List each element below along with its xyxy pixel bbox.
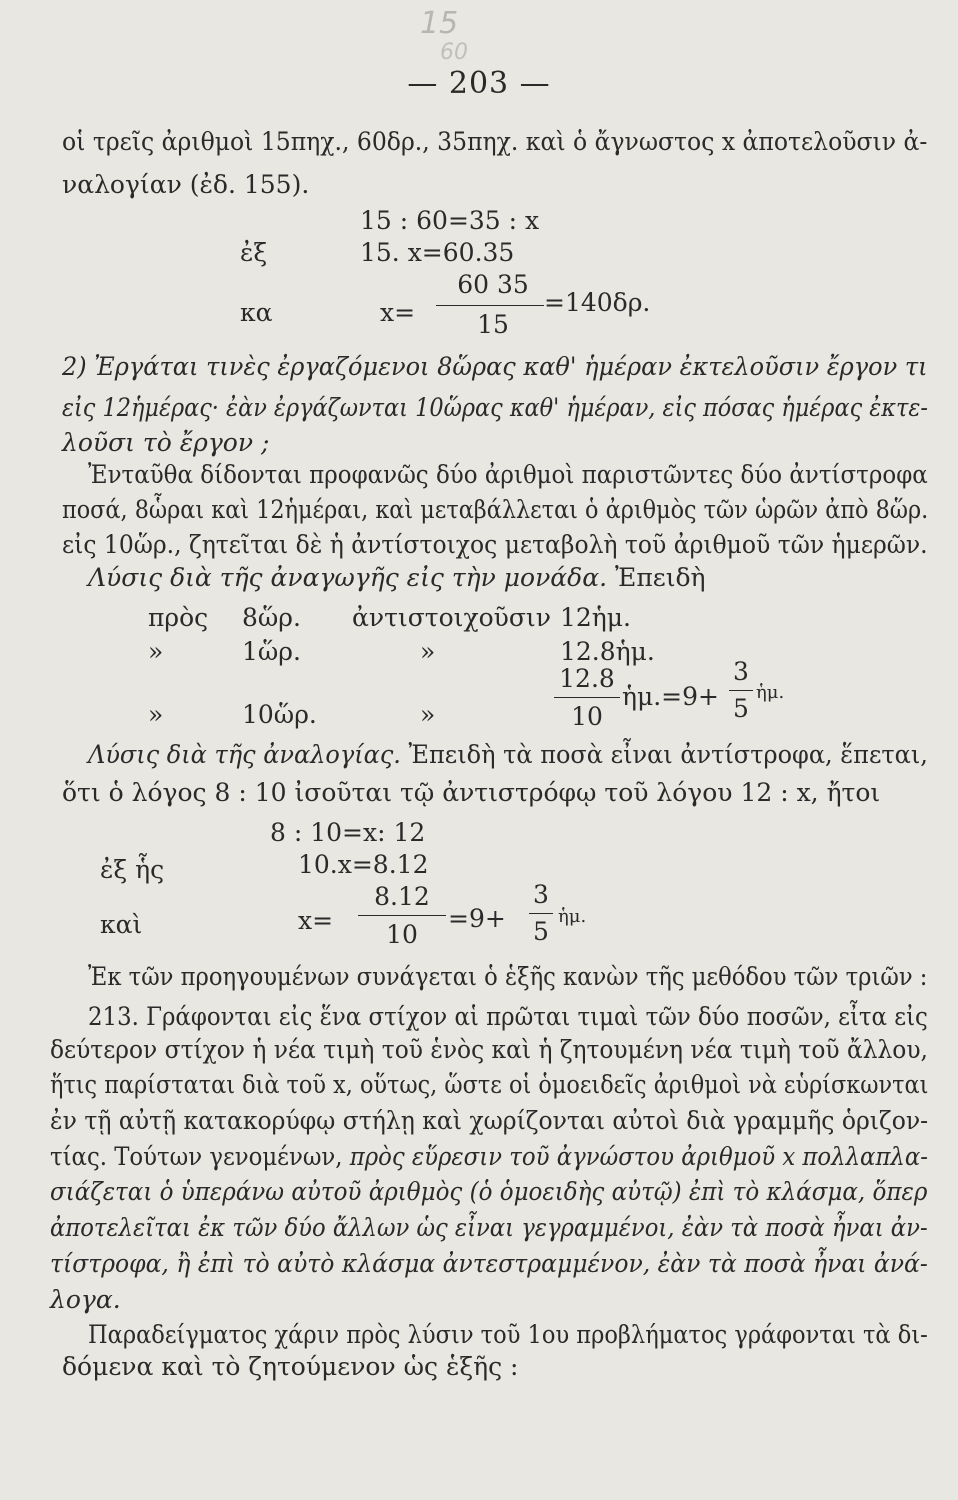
- equation-line: 15. x=60.35: [360, 238, 515, 267]
- fraction-bar: [729, 690, 753, 691]
- table-cell: 12.8ἡμ.: [560, 637, 655, 666]
- page-number: — 203 —: [407, 66, 551, 101]
- text-line: τίστροφα, ἢ ἐπὶ τὸ αὐτὸ κλάσμα ἀντεστραμμένον, ἐὰν τὰ ποσὰ ἦναι ἀνά-: [50, 1249, 928, 1278]
- text-line: [50, 1142, 928, 1171]
- text-line: ἥτις παρίσταται διὰ τοῦ x, οὕτως, ὥστε οἱ ὁμοειδεῖς ἀριθμοὶ νὰ εὑρίσκωνται: [50, 1070, 929, 1099]
- text-line: 213. Γράφονται εἰς ἕνα στίχον αἱ πρῶται τιμαὶ τῶν δύο ποσῶν, εἶτα εἰς: [88, 1002, 928, 1031]
- unit-label: ἡμ.: [558, 906, 587, 927]
- text-line: [88, 740, 928, 769]
- equation-label: ἐξ ἧς: [100, 855, 165, 884]
- fraction-bar: [554, 697, 620, 698]
- fraction-numerator: 12.8: [559, 664, 615, 693]
- table-cell: 8ὥρ.: [242, 603, 301, 632]
- fraction-numerator: 3: [733, 657, 749, 686]
- text-line: ἐν τῇ αὐτῇ κατακορύφῳ στήλῃ καὶ χωρίζονται αὐτοὶ διὰ γραμμῆς ὁριζον-: [50, 1106, 929, 1135]
- equation-lhs: x=: [380, 298, 416, 327]
- text-line: οἱ τρεῖς ἀριθμοὶ 15πηχ., 60δρ., 35πηχ. καὶ ὁ ἄγνωστος x ἀποτελοῦσιν ἀ-: [62, 127, 928, 156]
- table-cell: »: [148, 637, 164, 666]
- equation-line: 8 : 10=x: 12: [270, 818, 426, 847]
- text-line: [88, 563, 706, 592]
- equation-rhs: =140δρ.: [544, 288, 651, 317]
- fraction-bar: [529, 913, 553, 914]
- text-line: ποσά, 8ὧραι καὶ 12ἡμέραι, καὶ μεταβάλλεται ὁ ἀριθμὸς τῶν ὡρῶν ἀπὸ 8ὥρ.: [62, 495, 929, 524]
- equation-label: κα: [240, 298, 273, 327]
- text-line: Ἐκ τῶν προηγουμένων συνάγεται ὁ ἑξῆς κανὼν τῆς μεθόδου τῶν τριῶν :: [88, 962, 928, 991]
- table-cell: »: [420, 700, 436, 729]
- fraction-numerator: 3: [533, 880, 549, 909]
- equation-rhs: ἡμ.=9+: [622, 682, 719, 711]
- table-cell: »: [148, 700, 164, 729]
- text-line: Παραδείγματος χάριν πρὸς λύσιν τοῦ 1ου προβλήματος γράφονται τὰ δι-: [88, 1320, 928, 1349]
- text-line: δεύτερον στίχον ἡ νέα τιμὴ τοῦ ἑνὸς καὶ ἡ ζητουμένη νέα τιμὴ τοῦ ἄλλου,: [50, 1035, 928, 1064]
- italic-run: πρὸς εὕρεσιν τοῦ ἀγνώστου ἀριθμοῦ x πολλαπλα-: [349, 1142, 928, 1171]
- text-line: ὅτι ὁ λόγος 8 : 10 ἰσοῦται τῷ ἀντιστρόφῳ τοῦ λόγου 12 : x, ἤτοι: [62, 778, 881, 807]
- text-line: δόμενα καὶ τὸ ζητούμενον ὡς ἑξῆς :: [62, 1352, 519, 1381]
- table-cell: ἀντιστοιχοῦσιν: [352, 603, 551, 632]
- text-run: Ἐπειδὴ τὰ ποσὰ εἶναι ἀντίστροφα, ἕπεται,: [400, 740, 928, 769]
- text-run: Ἐπειδὴ: [607, 563, 706, 592]
- text-line: ναλογίαν (ἐδ. 155).: [62, 170, 310, 199]
- equation-line: 15 : 60=35 : x: [360, 206, 540, 235]
- text-run: τίας. Τούτων γενομένων,: [50, 1142, 350, 1171]
- italic-heading: Λύσις διὰ τῆς ἀναλογίας.: [88, 740, 401, 769]
- fraction-denominator: 5: [533, 917, 549, 946]
- text-line: εἰς 12ἡμέρας· ἐὰν ἐργάζωνται 10ὥρας καθ' ἡμέραν, εἰς πόσας ἡμέρας ἐκτε-: [62, 393, 928, 422]
- fraction-denominator: 10: [386, 920, 418, 949]
- equation-line: 10.x=8.12: [298, 850, 429, 879]
- pencil-note-2: 60: [440, 40, 468, 65]
- equation-label: ἐξ: [240, 238, 268, 267]
- text-line: Ἐνταῦθα δίδονται προφανῶς δύο ἀριθμοὶ παριστῶντες δύο ἀντίστροφα: [88, 460, 928, 489]
- equation-lhs: x=: [298, 906, 334, 935]
- fraction-denominator: 15: [477, 310, 509, 339]
- fraction-denominator: 5: [733, 694, 749, 723]
- fraction-bar: [358, 915, 446, 916]
- equation-label: καὶ: [100, 910, 143, 939]
- fraction-numerator: 60 35: [457, 270, 529, 299]
- equation-rhs: =9+: [448, 904, 506, 933]
- text-line: 2) Ἐργάται τινὲς ἐργαζόμενοι 8ὥρας καθ' ἡμέραν ἐκτελοῦσιν ἔργον τι: [62, 352, 928, 381]
- text-line: λοῦσι τὸ ἔργον ;: [62, 428, 270, 457]
- unit-label: ἡμ.: [756, 682, 785, 703]
- italic-heading: Λύσις διὰ τῆς ἀναγωγῆς εἰς τὴν μονάδα.: [88, 563, 608, 592]
- table-cell: »: [420, 637, 436, 666]
- text-line: εἰς 10ὥρ., ζητεῖται δὲ ἡ ἀντίστοιχος μεταβολὴ τοῦ ἀριθμοῦ τῶν ἡμερῶν.: [62, 530, 928, 559]
- fraction-numerator: 8.12: [374, 882, 430, 911]
- fraction-bar: [436, 305, 544, 306]
- text-line: ἀποτελεῖται ἐκ τῶν δύο ἄλλων ὡς εἶναι γεγραμμένοι, ἐὰν τὰ ποσὰ ἦναι ἀν-: [50, 1213, 928, 1242]
- table-cell: 12ἡμ.: [560, 603, 631, 632]
- table-cell: πρὸς: [148, 603, 209, 632]
- text-line: λογα.: [50, 1285, 121, 1314]
- table-cell: 10ὥρ.: [242, 700, 317, 729]
- text-line: σιάζεται ὁ ὑπεράνω αὐτοῦ ἀριθμὸς (ὁ ὁμοειδὴς αὐτῷ) ἐπὶ τὸ κλάσμα, ὅπερ: [50, 1177, 928, 1206]
- table-cell: 1ὥρ.: [242, 637, 301, 666]
- pencil-note: 15: [420, 6, 459, 41]
- fraction-denominator: 10: [571, 702, 603, 731]
